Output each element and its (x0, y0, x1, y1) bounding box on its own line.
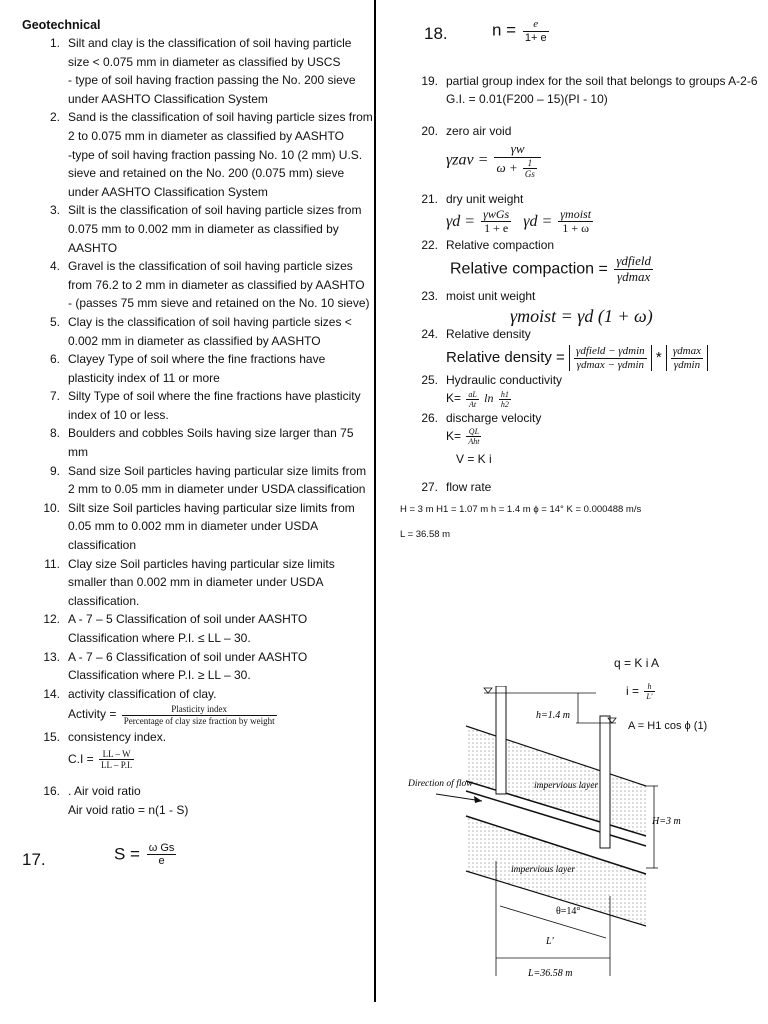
item-number: 25. (421, 373, 438, 388)
L-prime-label: L' (546, 936, 554, 947)
item-text: Gravel is the classification of soil having particle sizes from 76.2 to 2 mm in diameter as classified by AASHTO (68, 259, 365, 292)
relative-compaction-formula (450, 254, 760, 285)
item-number: 16. (43, 784, 60, 799)
H-label: H=3 m (652, 816, 681, 827)
list-item-25 (400, 371, 760, 409)
item-number: 24. (421, 327, 438, 342)
direction-label (407, 778, 473, 789)
h-ratio-denominator: h2 (500, 399, 509, 409)
item-number: 20. (421, 124, 438, 138)
item-number: 19. (421, 74, 438, 88)
gd-denominator-1: 1 + e (484, 221, 509, 236)
rd-denominator-1: γdmax − γdmin (576, 358, 645, 371)
rd-multiply: * (655, 349, 662, 367)
ci-denominator: LL – P.I. (101, 760, 133, 770)
gd-fraction-2 (558, 208, 593, 237)
zav-inner-fraction (523, 158, 537, 180)
h-ratio-numerator: h1 (500, 389, 509, 399)
ln-symbol: ln (484, 391, 494, 406)
ci-fraction (99, 749, 134, 771)
list-item (22, 555, 374, 611)
water-level-marker-left (484, 688, 492, 693)
rd-lhs: Relative density = (446, 349, 565, 367)
s-denominator: e (158, 855, 165, 868)
item-text: A - 7 – 6 Classification of soil under AASHTO Classification where P.I. ≥ LL – 30. (68, 649, 308, 683)
s-fraction (147, 842, 177, 868)
item-number: 3. (49, 203, 60, 218)
dv-k-denominator: Aht (468, 437, 480, 447)
direction-label-text: Direction of flow (408, 779, 473, 789)
item-text: . Air void ratio (68, 784, 141, 799)
n-formula (492, 18, 551, 44)
list-item (22, 313, 374, 350)
left-standpipe (496, 686, 506, 794)
item-number: 26. (421, 410, 438, 425)
zav-formula (446, 142, 760, 180)
given-values-line-2: L = 36.58 m (400, 529, 451, 541)
right-column (400, 18, 760, 540)
item-text: Sand is the classification of soil having particle sizes from 2 to 0.075 mm in diameter as classified by AASHTO (68, 110, 373, 143)
zav-numerator: γw (494, 142, 540, 158)
item-number: 21. (421, 191, 438, 206)
item-text: - type of soil having fraction passing the No. 200 sieve under AASHTO Classification System (68, 73, 356, 106)
item-number: 18. (424, 24, 448, 43)
i-lhs: i = (626, 683, 640, 698)
list-item-15 (22, 728, 374, 770)
item-number: 14. (43, 686, 60, 701)
item-text: Silt is the classification of soil having particle sizes from 0.075 mm to 0.002 mm in diameter as classified by AASHTO (68, 203, 362, 255)
n-fraction (523, 18, 549, 44)
item-number: 2. (49, 110, 60, 125)
h-label: h=1.4 m (536, 710, 570, 721)
list-item-26 (400, 409, 760, 469)
item-text: activity classification of clay. (68, 686, 217, 701)
item-text: Silt size Soil particles having particular size limits from 0.05 mm to 0.002 mm in diameter under USDA classification (68, 500, 355, 553)
item-text: A - 7 – 5 Classification of soil under AASHTO Classification where P.I. ≤ LL – 30. (68, 612, 308, 645)
list-item (22, 108, 374, 201)
rd-fraction-1 (574, 345, 647, 371)
item-number: 15. (43, 730, 60, 745)
moist-unit-weight-formula: γmoist = γd (1 + ω) (510, 306, 653, 327)
list-item-18 (400, 18, 760, 62)
item-number: 10. (43, 500, 60, 515)
item-text: discharge velocity (446, 410, 542, 425)
zav-lhs: γzav = (446, 151, 489, 169)
i-denominator: L' (646, 692, 653, 702)
item-text: Boulders and cobbles Soils having size larger than 75 mm (68, 426, 354, 460)
activity-denominator: Percentage of clay size fraction by weight (123, 715, 275, 726)
rd-bracket-2 (666, 345, 708, 371)
i-numerator: h (644, 682, 654, 692)
L-label: L=36.58 m (528, 968, 573, 979)
item-number: 12. (43, 612, 60, 627)
item-text: zero air void (446, 124, 512, 138)
dry-unit-weight-formulas (446, 208, 760, 237)
rc-denominator: γdmax (617, 269, 651, 285)
activity-fraction (122, 704, 277, 726)
item-text: moist unit weight (446, 289, 536, 304)
list-item-17 (22, 842, 374, 878)
ci-numerator: LL – W (99, 749, 134, 760)
item-number: 23. (421, 289, 438, 304)
item-number: 6. (49, 352, 60, 367)
activity-formula (22, 704, 374, 726)
gd-numerator-2: γmoist (560, 206, 592, 221)
list-item (22, 387, 374, 424)
velocity-formula: V = K i (456, 452, 492, 467)
list-item (22, 201, 374, 257)
item-text: Clay size Soil particles having particular size limits smaller than 0.002 mm in diameter under USDA classification. (68, 556, 335, 608)
item-text: Clayey Type of soil where the fine fractions have plasticity index of 11 or more (68, 352, 326, 385)
list-item-16 (22, 782, 374, 819)
list-item-19 (400, 72, 760, 108)
relative-density-formula (446, 345, 760, 371)
gd-numerator-1: γwGs (483, 206, 510, 221)
dv-k-lhs: K= (446, 428, 462, 443)
k-fraction (466, 390, 478, 409)
gd-fraction-1 (481, 208, 511, 237)
item-text: dry unit weight (446, 191, 524, 206)
n-numerator: e (523, 18, 549, 32)
rd-fraction-2 (671, 345, 703, 371)
theta-label: θ=14° (556, 906, 581, 917)
rd-denominator-2: γdmin (673, 358, 701, 371)
list-item (22, 424, 374, 461)
item-number: 27. (421, 480, 438, 495)
rc-numerator: γdfield (616, 253, 652, 269)
column-divider (374, 0, 376, 1002)
flow-rate-formula: q = K i A (614, 656, 660, 670)
list-item-22 (400, 236, 760, 285)
item-number: 8. (49, 426, 60, 441)
list-item (22, 34, 374, 108)
list-item (22, 499, 374, 555)
k-numerator: aL (468, 389, 477, 399)
list-item-20 (400, 122, 760, 180)
list-item (22, 610, 374, 647)
item-text: -type of soil having fraction passing No. 10 (2 mm) U.S. sieve and retained on the No. 200 (0.075 mm) sieve under AASHTO Classification System (68, 147, 363, 199)
k-denominator: At (469, 399, 477, 409)
s-lhs: S = (114, 844, 140, 864)
item-number: 22. (421, 238, 438, 253)
s-numerator: ω Gs (148, 841, 175, 854)
zav-inner-den: Gs (524, 169, 535, 180)
item-number: 9. (49, 463, 60, 478)
item-number: 4. (49, 259, 60, 274)
list-item (22, 648, 374, 685)
rd-numerator-1: γdfield − γdmin (576, 345, 645, 358)
k-lhs: K= (446, 391, 462, 406)
gi-formula: G.I. = 0.01(F200 – 15)(PI - 10) (446, 92, 608, 106)
zav-den-omega: ω + (496, 159, 518, 175)
ci-formula (68, 749, 374, 771)
rd-numerator-2: γdmax (672, 345, 702, 358)
section-heading: Geotechnical (22, 18, 101, 32)
s-formula (114, 842, 178, 868)
dv-k-numerator: QL (466, 427, 481, 437)
list-item-23 (400, 287, 760, 325)
item-text: partial group index for the soil that belongs to groups A-2-6 (446, 74, 758, 88)
list-item (22, 462, 374, 499)
item-number: 7. (49, 389, 60, 404)
item-number: 5. (49, 314, 60, 329)
list-item-24 (400, 325, 760, 371)
item-number: 13. (43, 649, 60, 664)
rc-lhs: Relative compaction = (450, 260, 608, 278)
item-number: 17. (22, 849, 46, 869)
zav-denominator (494, 158, 540, 180)
air-void-formula: Air void ratio = n(1 - S) (68, 802, 189, 817)
definition-list (22, 34, 374, 703)
list-item (22, 257, 374, 313)
list-item-21 (400, 190, 760, 237)
activity-numerator: Plasticity index (122, 704, 277, 715)
item-text: consistency index. (68, 730, 167, 745)
item-text: Silt and clay is the classification of soil having particle size < 0.075 mm in diameter as classified by USCS (68, 36, 352, 69)
given-values-line-1: H = 3 m H1 = 1.07 m h = 1.4 m ϕ = 14° K = 0.000488 m/s (400, 504, 642, 516)
list-item (22, 350, 374, 387)
item-text: Relative density (446, 327, 531, 342)
item-text: - (passes 75 mm sieve and retained on the No. 10 sieve) (68, 296, 370, 311)
left-column (22, 18, 374, 878)
item-text: Silty Type of soil where the fine fractions have plasticity index of 10 or less. (68, 389, 361, 422)
item-number: 1. (49, 36, 60, 50)
item-number: 11. (44, 556, 60, 571)
list-item (22, 685, 374, 704)
item-text: flow rate (446, 480, 492, 495)
n-lhs: n = (492, 20, 517, 40)
item-text: Relative compaction (446, 238, 555, 253)
gd-denominator-2: 1 + ω (562, 221, 589, 236)
right-standpipe (600, 716, 610, 848)
discharge-velocity-k (446, 427, 760, 447)
dv-k-fraction (466, 427, 481, 446)
rc-fraction (614, 254, 653, 285)
rd-bracket-1 (569, 345, 652, 371)
impervious-layer-bottom: impervious layer (511, 865, 576, 875)
gd-lhs-2: γd = (523, 212, 553, 230)
zav-fraction (494, 142, 540, 180)
item-text: Sand size Soil particles having particular size limits from 2 mm to 0.05 mm in diameter under USDA classification (68, 463, 367, 497)
h-ratio-fraction (499, 390, 511, 409)
activity-lhs: Activity = (68, 707, 117, 722)
gd-lhs-1: γd = (446, 212, 476, 230)
zav-inner-num: 1 (523, 158, 537, 169)
item-text: Hydraulic conductivity (446, 373, 563, 388)
hydraulic-conductivity-formula (446, 389, 760, 409)
list-item-27 (400, 478, 760, 496)
n-denominator: 1+ e (524, 31, 547, 44)
item-text: Clay is the classification of soil having particle sizes < 0.002 mm in diameter as classified by AASHTO (68, 314, 352, 348)
impervious-layer-top: impervious layer (534, 781, 599, 791)
ci-lhs: C.I = (68, 751, 94, 766)
area-formula: A = H1 cos ϕ (1) (628, 720, 708, 732)
